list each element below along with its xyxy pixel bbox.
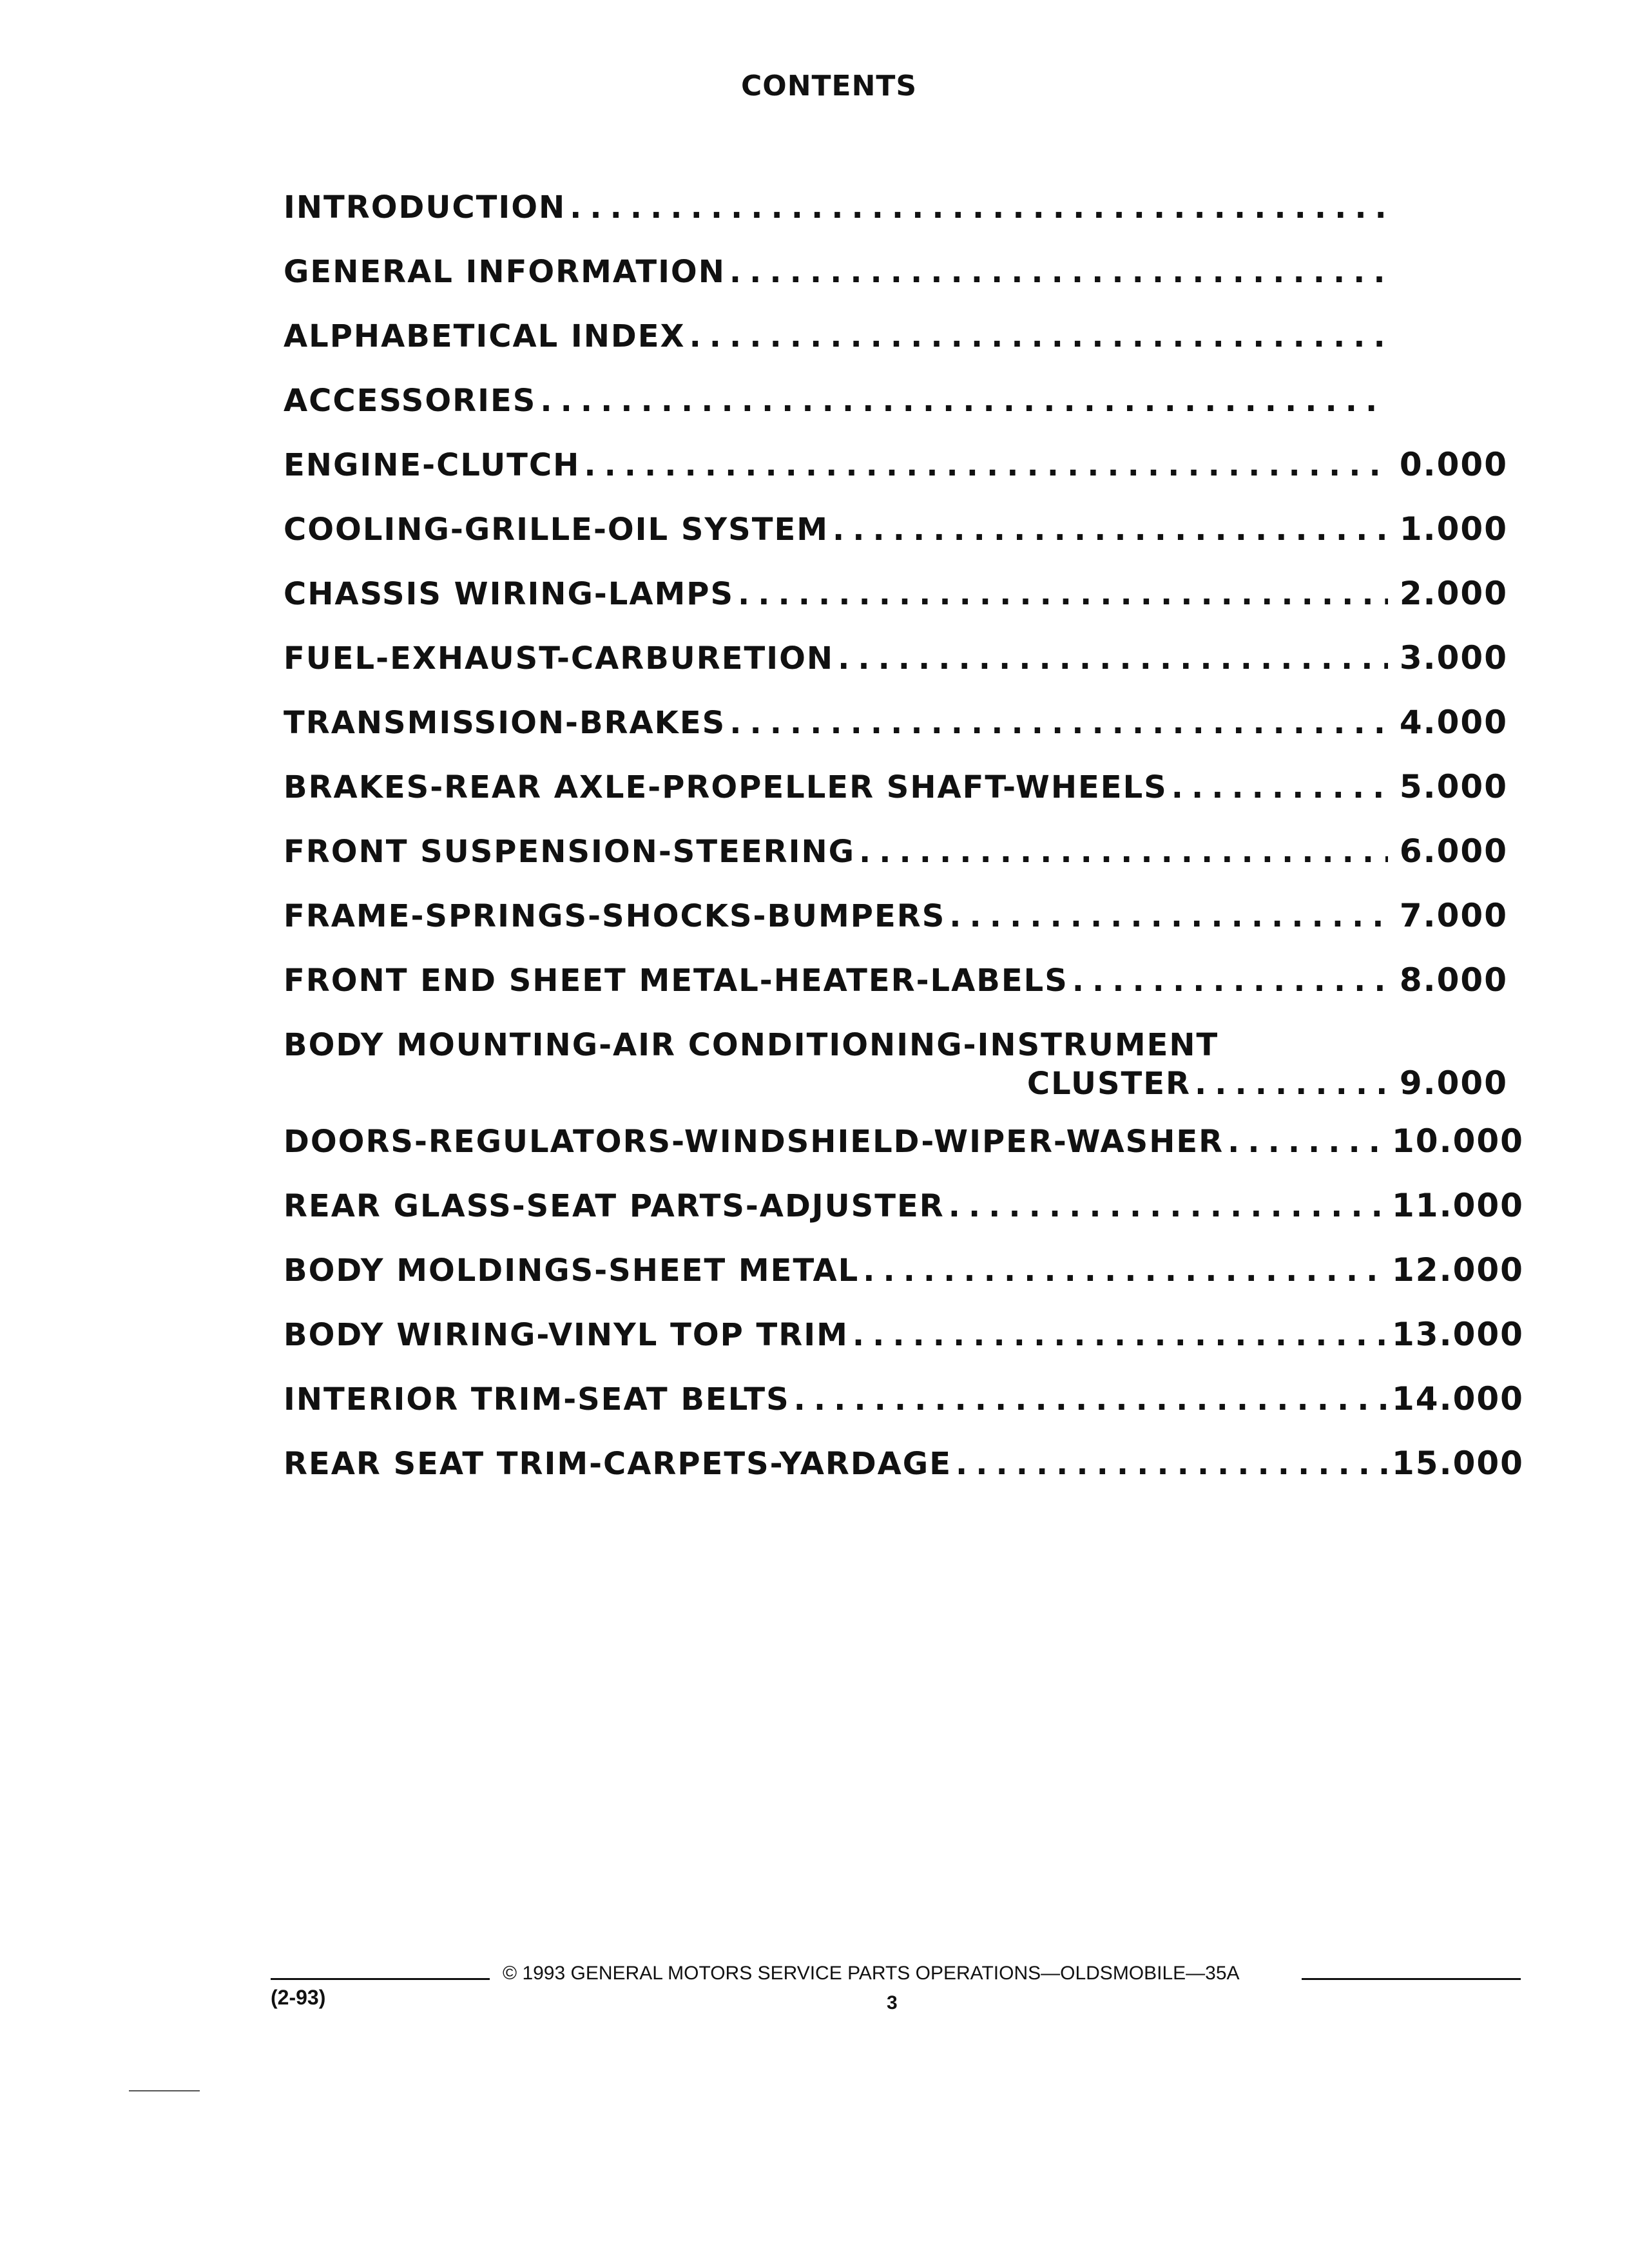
toc-label: BODY MOUNTING-AIR CONDITIONING-INSTRUMENT [284, 1027, 1219, 1063]
toc-row[interactable] [284, 187, 1508, 251]
toc-label: TRANSMISSION-BRAKES [284, 705, 726, 741]
footer-rule [271, 1978, 490, 1980]
toc-label: REAR SEAT TRIM-CARPETS-YARDAGE [284, 1446, 952, 1482]
toc-row[interactable] [284, 509, 1508, 573]
toc-row[interactable] [284, 1121, 1524, 1186]
toc-row[interactable] [284, 573, 1508, 638]
toc-label: CHASSIS WIRING-LAMPS [284, 576, 735, 612]
toc-page-number: 15.000 [1392, 1445, 1524, 1482]
toc-row[interactable] [284, 1314, 1524, 1379]
toc-label-continued: CLUSTER [1027, 1066, 1191, 1102]
toc-label: FRONT END SHEET METAL-HEATER-LABELS [284, 963, 1068, 999]
toc-page-number: 7.000 [1399, 897, 1508, 934]
dot-leader [738, 576, 1388, 612]
scan-mark [129, 2090, 200, 2091]
dot-leader [859, 834, 1388, 870]
page-title: CONTENTS [741, 70, 918, 102]
toc-page-number: 9.000 [1399, 1064, 1508, 1102]
dot-leader [949, 898, 1388, 934]
dot-leader [853, 1317, 1388, 1353]
table-of-contents [284, 187, 1524, 1508]
dot-leader [1228, 1124, 1388, 1160]
dot-leader [833, 512, 1388, 548]
toc-label: ACCESSORIES [284, 383, 537, 419]
toc-row[interactable] [284, 1250, 1524, 1314]
toc-label: FRONT SUSPENSION-STEERING [284, 834, 856, 870]
dot-leader [863, 1253, 1388, 1289]
footer-page-number: 3 [887, 1992, 898, 2013]
toc-label: REAR GLASS-SEAT PARTS-ADJUSTER [284, 1188, 945, 1224]
footer-copyright: © 1993 GENERAL MOTORS SERVICE PARTS OPERATIONS—OLDSMOBILE—35A [503, 1963, 1240, 1984]
toc-row[interactable] [284, 316, 1508, 380]
toc-label: BODY MOLDINGS-SHEET METAL [284, 1253, 860, 1289]
toc-page-number: 13.000 [1392, 1316, 1524, 1353]
toc-page-number: 11.000 [1392, 1187, 1524, 1224]
toc-label: INTRODUCTION [284, 189, 566, 226]
toc-label: FRAME-SPRINGS-SHOCKS-BUMPERS [284, 898, 946, 934]
toc-row[interactable] [284, 767, 1508, 831]
toc-page-number: 6.000 [1399, 832, 1508, 870]
toc-row[interactable] [284, 831, 1508, 896]
page-footer [271, 1961, 1521, 2013]
toc-row[interactable] [284, 380, 1508, 445]
toc-row[interactable] [284, 1024, 1508, 1121]
toc-label: BRAKES-REAR AXLE-PROPELLER SHAFT-WHEELS [284, 769, 1168, 805]
toc-page-number: 14.000 [1392, 1380, 1524, 1418]
dot-leader [729, 705, 1388, 741]
toc-page-number: 10.000 [1392, 1122, 1524, 1160]
dot-leader [570, 189, 1388, 226]
toc-label: ALPHABETICAL INDEX [284, 318, 686, 354]
dot-leader [838, 640, 1388, 677]
toc-label: BODY WIRING-VINYL TOP TRIM [284, 1317, 849, 1353]
dot-leader [729, 254, 1388, 290]
toc-label: DOORS-REGULATORS-WINDSHIELD-WIPER-WASHER [284, 1124, 1224, 1160]
dot-leader [540, 383, 1388, 419]
toc-row[interactable] [284, 896, 1508, 960]
toc-row[interactable] [284, 702, 1508, 767]
toc-row[interactable] [284, 960, 1508, 1024]
dot-leader [1195, 1066, 1388, 1102]
dot-leader [1072, 963, 1388, 999]
toc-page-number: 1.000 [1399, 510, 1508, 548]
toc-row[interactable] [284, 251, 1508, 316]
toc-label: FUEL-EXHAUST-CARBURETION [284, 640, 834, 677]
toc-page-number: 0.000 [1399, 446, 1508, 483]
toc-page-number: 3.000 [1399, 639, 1508, 677]
toc-page-number: 12.000 [1392, 1251, 1524, 1289]
dot-leader [689, 318, 1388, 354]
dot-leader [1171, 769, 1388, 805]
toc-row[interactable] [284, 1379, 1524, 1443]
toc-label: ENGINE-CLUTCH [284, 447, 581, 483]
toc-page-number: 2.000 [1399, 575, 1508, 612]
dot-leader [794, 1381, 1388, 1418]
toc-label: COOLING-GRILLE-OIL SYSTEM [284, 512, 829, 548]
dot-leader [956, 1446, 1388, 1482]
footer-rule [1302, 1978, 1521, 1980]
toc-row[interactable] [284, 1443, 1524, 1508]
toc-label: INTERIOR TRIM-SEAT BELTS [284, 1381, 790, 1418]
toc-page-number: 4.000 [1399, 704, 1508, 741]
toc-page-number: 5.000 [1399, 768, 1508, 805]
toc-row[interactable] [284, 638, 1508, 702]
toc-row[interactable] [284, 1186, 1524, 1250]
dot-leader [949, 1188, 1388, 1224]
toc-page-number: 8.000 [1399, 961, 1508, 999]
footer-revision-date: (2-93) [271, 1986, 326, 2009]
dot-leader [584, 447, 1388, 483]
toc-row[interactable] [284, 445, 1508, 509]
toc-label: GENERAL INFORMATION [284, 254, 726, 290]
